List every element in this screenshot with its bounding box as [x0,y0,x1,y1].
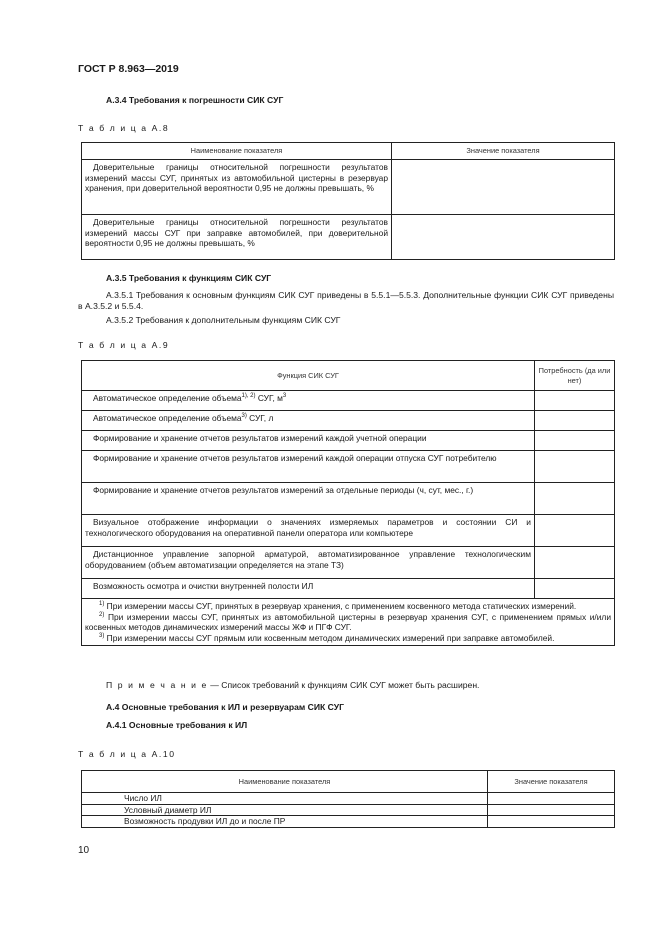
table-cell: Условный диаметр ИЛ [82,804,488,816]
table-cell-empty [535,391,615,411]
table-cell: Число ИЛ [82,793,488,805]
section-a35-heading: А.3.5 Требования к функциям СИК СУГ [106,273,272,283]
table-cell: Визуальное отображение информации о значениях измеряемых параметров и состоянии СИ и технологического оборудования на оперативной панели оператора или компьютере [82,515,535,547]
table-footnotes [82,599,615,646]
table-a9-col-need: Потребность (да или нет) [535,361,615,391]
table-row [82,579,615,599]
table-a10-col-value: Значение показателя [488,771,615,793]
table-cell-empty [535,451,615,483]
table-row [82,816,615,828]
table-cell: Автоматическое определение объема$^{1), 2)}$ СУГ, $м^3$ [82,391,535,411]
table-footnotes-row [82,599,615,646]
table-a9-caption: Т а б л и ц а А.9 [78,340,170,350]
table-cell: Доверительные границы относительной погрешности результатов измерений массы СУГ, принятых из автомобильной цистерны в резервуар хранения, при доверительной вероятности 0,95 не должны превышать, % [82,160,392,215]
table-cell: Формирование и хранение отчетов результатов измерений каждой операции отпуска СУГ потребителю [82,451,535,483]
table-cell-empty [535,547,615,579]
table-cell: Доверительные границы относительной погрешности результатов измерений массы СУГ при заправке автомобилей, при доверительной вероятности 0,95 не должны превышать, % [82,215,392,260]
table-a8-col-name: Наименование показателя [82,143,392,160]
table-cell: Формирование и хранение отчетов результатов измерений за отдельные периоды (ч, сут, мес., г.) [82,483,535,515]
table-cell-empty [488,804,615,816]
table-row [82,215,615,260]
table-a10-caption: Т а б л и ц а А.10 [78,749,176,759]
table-cell-empty [392,160,615,215]
table-row [82,793,615,805]
table-cell-empty [535,515,615,547]
table-a8-caption: Т а б л и ц а А.8 [78,123,170,133]
table-cell: Возможность осмотра и очистки внутренней полости ИЛ [82,579,535,599]
table-cell-empty [392,215,615,260]
page-number: 10 [78,845,90,856]
table-cell-empty [535,431,615,451]
table-a8 [81,142,615,260]
table-a10-col-name: Наименование показателя [82,771,488,793]
table-cell-empty [488,816,615,828]
section-a34-heading: А.3.4 Требования к погрешности СИК СУГ [106,95,284,105]
table-cell-empty [488,793,615,805]
table-a9 [81,360,615,646]
table-cell: Автоматическое определение объема$^{3)}$ СУГ, л [82,411,535,431]
table-cell-empty [535,579,615,599]
table-cell: Дистанционное управление запорной арматурой, автоматизированное управление технологическим оборудованием (объем автоматизации определяется на этапе ТЗ) [82,547,535,579]
section-a41-heading: А.4.1 Основные требования к ИЛ [106,720,248,730]
table-cell-empty [535,483,615,515]
table-row [82,411,615,431]
table-a8-col-value: Значение показателя [392,143,615,160]
table-row [82,391,615,411]
table-a9-note: П р и м е ч а н и е — Список требований к функциям СИК СУГ может быть расширен. [106,680,480,690]
paragraph-a352: А.3.5.2 Требования к дополнительным функциям СИК СУГ [106,315,341,325]
table-cell: Формирование и хранение отчетов результатов измерений каждой учетной операции [82,431,535,451]
table-row [82,160,615,215]
table-row [82,451,615,483]
footnote: $^{2)}$ При измерении массы СУГ, принятых из автомобильной цистерны в резервуар хранения СУГ, с применением прямых и/или косвенных методов динамических измерений массы ЖФ и ПГФ СУГ. [85,611,611,632]
table-row [82,483,615,515]
footnote: $^{3)}$ При измерении массы СУГ прямым или косвенным методом динамических измерений при заправке автомобилей. [99,632,555,643]
section-a4-heading: А.4 Основные требования к ИЛ и резервуарам СИК СУГ [106,702,344,712]
table-a9-col-function: Функция СИК СУГ [82,361,535,391]
table-row [82,547,615,579]
table-cell-empty [535,411,615,431]
table-row [82,431,615,451]
table-a10 [81,770,615,828]
table-row [82,515,615,547]
table-cell: Возможность продувки ИЛ до и после ПР [82,816,488,828]
table-row [82,804,615,816]
paragraph-a351: А.3.5.1 Требования к основным функциям СИК СУГ приведены в 5.5.1—5.5.3. Дополнительные функции СИК СУГ приведены в А.3.5.2 и 5.5.4. [78,290,614,311]
document-header: ГОСТ Р 8.963—2019 [78,63,179,75]
footnote: $^{1)}$ При измерении массы СУГ, принятых в резервуар хранения, с применением косвенного метода статических измерений. [99,601,577,611]
